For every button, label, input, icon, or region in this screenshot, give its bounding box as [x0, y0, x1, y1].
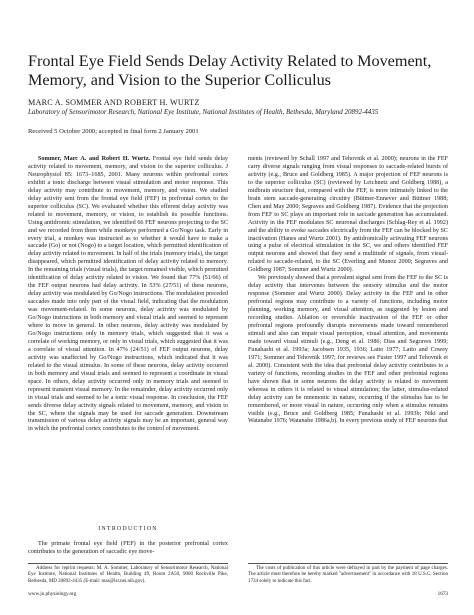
abstract-lead: Sommer, Marc A. and Robert H. Wurtz.	[38, 156, 151, 162]
abstract-body: Frontal eye field sends delay activity related to movement, memory, and vision to the superior colliculus. J Neurophysiol 85: 1673–1685, 2001. Many neurons within prefrontal cortex exhibit a tonic discharge between visual stimulation and motor response. This delay activity may contribute to movement, memory, and vision. We studied delay activity sent from the frontal eye field (FEF) in prefrontal cortex to the superior colliculus (SC). We evaluated whether this efferent delay activity was related to movement, memory, or vision, to establish its possible functions. Using antidromic stimulation, we identified 66 FEF neurons projecting to the SC and we recorded from them while monkeys performed a Go/Nogo task. Early in every trial, a monkey was instructed as to whether it would have to make a saccade (Go) or not (Nogo) to a target location, which permitted identification of delay activity related to movement. In half of the trials (memory trials), the target disappeared, which permitted identification of delay activity related to memory. In the remaining trials (visual trials), the target remained visible, which permitted identification of delay activity related to vision. We found that 77% (51/66) of the FEF output neurons had delay activity. In 53% (27/51) of these neurons, delay activity was modulated by Go/Nogo instructions. The modulation preceded saccades made into only part of the visual field, indicating that the modulation was movement-related. In some neurons, delay activity was modulated by Go/Nogo instructions in both memory and visual trials and seemed to represent where to move in general. In other neurons, delay activity was modulated by Go/Nogo instructions only in memory trials, which suggested that it was a correlate of working memory, or only in visual trials, which suggested that it was a correlate of visual attention. In 47% (24/51) of FEF output neurons, delay activity was unaffected by Go/Nogo instructions, which indicated that it was related to the visual stimulus. In some of these neurons, delay activity occurred in both memory and visual trials and seemed to represent a coordinate in visual space. In others, delay activity occurred only in memory trials and seemed to represent transient visual memory. In the remainder, delay activity occurred only in visual trials and seemed to be a tonic visual response. In conclusion, the FEF sends diverse delay activity signals related to movement, memory, and vision to the SC, where the signals may be used for saccade generation. Downstream transmission of various delay activity signals may be an important, general way in which the prefrontal cortex contributes to the control of movement.	[28, 156, 228, 433]
authors: MARC A. SOMMER AND ROBERT H. WURTZ	[28, 98, 200, 107]
journal-url: www.jn.physiology.org	[28, 591, 77, 597]
section-heading-introduction: INTRODUCTION	[98, 526, 158, 532]
right-column-paragraph-1: ments (reviewed by Schall 1997 and Tehovnik et al. 2000); neurons in the FEF carry diverse signals ranging from visual responses to saccade-related bursts of activity (e.g., Bruce and Goldberg 1985). A major projection of FEF neurons is to the superior colliculus (SC) (reviewed by Leichnetz and Goldberg 1988), a midbrain structure that, compared with the FEF, is more intimately linked to the brain stem saccade-generating circuitry (Büttner-Ennever and Büttner 1988; Chen and May 2000; Segraves and Goldberg 1987). Evidence that the projection from FEF to SC plays an important role in saccade generation has accumulated. Activity in the FEF modulates SC neuronal discharges (Schlag-Rey et al. 1992) and the ability to evoke saccades electrically from the FEF can be blocked by SC inactivation (Hanes and Wurtz 2001). By antidromically activating FEF neurons using a pulse of electrical stimulation in the SC, we and others identified FEF output neurons and showed that they send a multitude of signals, from visual-related to saccade-related, to the SC (Everling and Munoz 2000; Segraves and Goldberg 1987; Sommer and Wurtz 2000).	[248, 156, 448, 274]
abstract	[28, 156, 228, 434]
right-column	[248, 156, 448, 426]
footnote-divider-right	[248, 563, 448, 564]
footnote-address: Address for reprint requests: M. A. Sommer, Laboratory of Sensorimotor Research, National Eye Institute, National Institutes of Health, Building 49, Room 2A50, 9000 Rockville Pike, Bethesda, MD 20892-4435 (E-mail: mas@lsr.nei.nih.gov).	[28, 566, 228, 584]
received-dates: Received 5 October 2000; accepted in final form 2 January 2001	[28, 128, 199, 135]
right-column-paragraph-2: We previously showed that a prevalent signal sent from the FEF to the SC is delay activity that intervenes between the sensory stimulus and the motor response (Sommer and Wurtz 2000). Delay activity in the FEF and in other prefrontal regions may contribute to a variety of functions, including motor planning, working memory, and visual attention, as suggested by lesion and recording studies. Ablation or reversible inactivation of the FEF or other prefrontal regions profoundly disrupts movements made toward remembered stimuli and also can impair visual perception, visual attention, and movements made toward visual stimuli (e.g., Deng et al. 1986; Dias and Segraves 1999; Funahashi et al. 1993a; Jacobsen 1935, 1936; Latto 1977; Latto and Cowey 1971; Sommer and Tehovnik 1997; for reviews see Fuster 1997 and Tehovnik et al. 2000). Consistent with the idea that prefrontal delay activity contributes to a variety of functions, recording studies in the FEF and other prefrontal regions have shown that in some neurons the delay activity is related to movement whereas in others it is related to visual stimulation; the latter, stimulus-related delay activity can be mnemonic in nature, occurring if the stimulus has to be remembered, or more visual in nature, occurring only when a stimulus remains visible (e.g., Bruce and Goldberg 1985; Funahashi et al. 1993b; Niki and Watanabe 1976; Watanabe 1986a,b). In every previous study of FEF neurons that	[248, 275, 448, 425]
article-title: Frontal Eye Field Sends Delay Activity Related to Movement, Memory, and Vision to the Superior Colliculus	[28, 52, 432, 89]
introduction-paragraph: The primate frontal eye field (FEF) in the posterior prefrontal cortex contributes to the generation of saccadic eye move-	[28, 541, 228, 555]
affiliation: Laboratory of Sensorimotor Research, National Eye Institute, National Institutes of Health, Bethesda, Maryland 20892-4435	[28, 108, 379, 116]
footnote-divider-left	[28, 563, 228, 564]
footnote-costs: The costs of publication of this article were defrayed in part by the payment of page charges. The article must therefore be hereby marked "advertisement" in accordance with 18 U.S.C. Section 1734 solely to indicate this fact.	[248, 566, 448, 584]
page-number: 1673	[437, 591, 448, 597]
